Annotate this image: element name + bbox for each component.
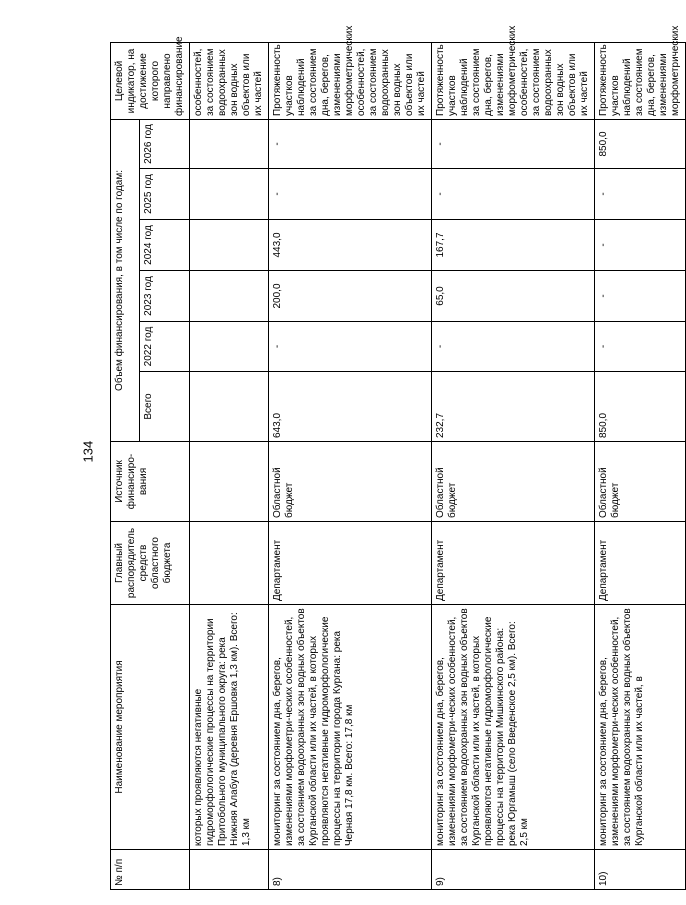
year-cell bbox=[190, 220, 269, 271]
financing-table bbox=[110, 25, 686, 890]
header-target: Целевой индикатор, на достижение которого направлено финансирование bbox=[111, 42, 190, 119]
page-number: 134 bbox=[80, 440, 96, 463]
year-cell: 65,0 bbox=[432, 271, 595, 322]
manager-cell: Департамент bbox=[595, 522, 686, 605]
event-name: которых проявляются негативные гидроморфологические процессы на территории Притобольного муниципального округа: река Нижняя Алабуга (деревня Ершовка 1,3 км). Всего: 1,3 км bbox=[190, 605, 269, 850]
year-cell: 443,0 bbox=[269, 220, 432, 271]
year-cell: - bbox=[269, 119, 432, 168]
row-number bbox=[190, 850, 269, 890]
total-cell: 850,0 bbox=[595, 372, 686, 442]
header-row bbox=[111, 42, 140, 889]
year-cell: - bbox=[432, 119, 595, 168]
source-cell: Областной бюджет bbox=[269, 442, 432, 522]
year-cell: - bbox=[595, 271, 686, 322]
year-cell: 850,0 bbox=[595, 119, 686, 168]
header-year: 2022 год bbox=[139, 322, 189, 372]
year-cell: - bbox=[595, 322, 686, 372]
header-year: 2025 год bbox=[139, 169, 189, 220]
year-cell bbox=[190, 169, 269, 220]
target-cell: особенностей, за состоянием водоохранных зон водных объектов или их частей bbox=[190, 42, 269, 119]
event-name: мониторинг за состоянием дна, берегов, изменениями морфометри-ческих особенностей, за состоянием водоохранных зон водных объектов Курганской области или их частей, в которых проявляются негативные гидроморфологические процессы на территории Мишкинского района: река Юргамыш (село Введенское 2,5 км). Всего: 2,5 км bbox=[432, 605, 595, 850]
header-no: № п/п bbox=[111, 850, 190, 890]
table-row bbox=[190, 42, 269, 889]
year-cell: - bbox=[269, 169, 432, 220]
table-row bbox=[432, 42, 595, 889]
year-cell: 167,7 bbox=[432, 220, 595, 271]
target-cell: Протяженность участков наблюдений за состоянием дна, берегов, изменениями морфометрических особенностей, за состоянием водоохранных зон водных объектов или их частей bbox=[432, 42, 595, 119]
header-year: 2024 год bbox=[139, 220, 189, 271]
year-cell bbox=[190, 271, 269, 322]
manager-cell: Департамент bbox=[269, 522, 432, 605]
year-cell: 200,0 bbox=[269, 271, 432, 322]
header-volume: Объем финансирования, в том числе по годам: bbox=[111, 119, 140, 441]
source-cell: Областной бюджет bbox=[432, 442, 595, 522]
total-cell: 232,7 bbox=[432, 372, 595, 442]
header-year: 2026 год bbox=[139, 119, 189, 168]
row-number: 10) bbox=[595, 850, 686, 890]
event-name: мониторинг за состоянием дна, берегов, изменениями морфометри-ческих особенностей, за состоянием водоохранных зон водных объектов Курганской области или их частей, в которых проявляются негативные гидроморфологические процессы на территории города Кургана: река Черная 17,8 км. Всего: 17,8 км bbox=[269, 605, 432, 850]
manager-cell bbox=[190, 522, 269, 605]
header-name: Наименование мероприятия bbox=[111, 605, 190, 850]
year-cell: - bbox=[595, 169, 686, 220]
year-cell: - bbox=[269, 322, 432, 372]
table-row bbox=[595, 42, 686, 889]
header-total: Всего bbox=[139, 372, 189, 442]
event-name: мониторинг за состоянием дна, берегов, изменениями морфометри-ческих особенностей, за состоянием водоохранных зон водных объектов Курганской области или их частей, в bbox=[595, 605, 686, 850]
total-cell bbox=[190, 372, 269, 442]
row-number: 8) bbox=[269, 850, 432, 890]
header-source: Источник финансиро-вания bbox=[111, 442, 190, 522]
financing-table-wrapper bbox=[110, 25, 681, 890]
year-cell: - bbox=[432, 322, 595, 372]
year-cell: - bbox=[595, 220, 686, 271]
table-row bbox=[269, 42, 432, 889]
header-manager: Главный распорядитель средств областного бюджета bbox=[111, 522, 190, 605]
source-cell bbox=[190, 442, 269, 522]
total-cell: 643,0 bbox=[269, 372, 432, 442]
target-cell: Протяженность участков наблюдений за состоянием дна, берегов, изменениями морфометрических особенностей, за состоянием водоохранных зон водных объектов или их частей bbox=[269, 42, 432, 119]
header-year: 2023 год bbox=[139, 271, 189, 322]
target-cell: Протяженность участков наблюдений за состоянием дна, берегов, изменениями морфометрических bbox=[595, 42, 686, 119]
row-number: 9) bbox=[432, 850, 595, 890]
year-cell bbox=[190, 322, 269, 372]
manager-cell: Департамент bbox=[432, 522, 595, 605]
year-cell: - bbox=[432, 169, 595, 220]
source-cell: Областной бюджет bbox=[595, 442, 686, 522]
year-cell bbox=[190, 119, 269, 168]
